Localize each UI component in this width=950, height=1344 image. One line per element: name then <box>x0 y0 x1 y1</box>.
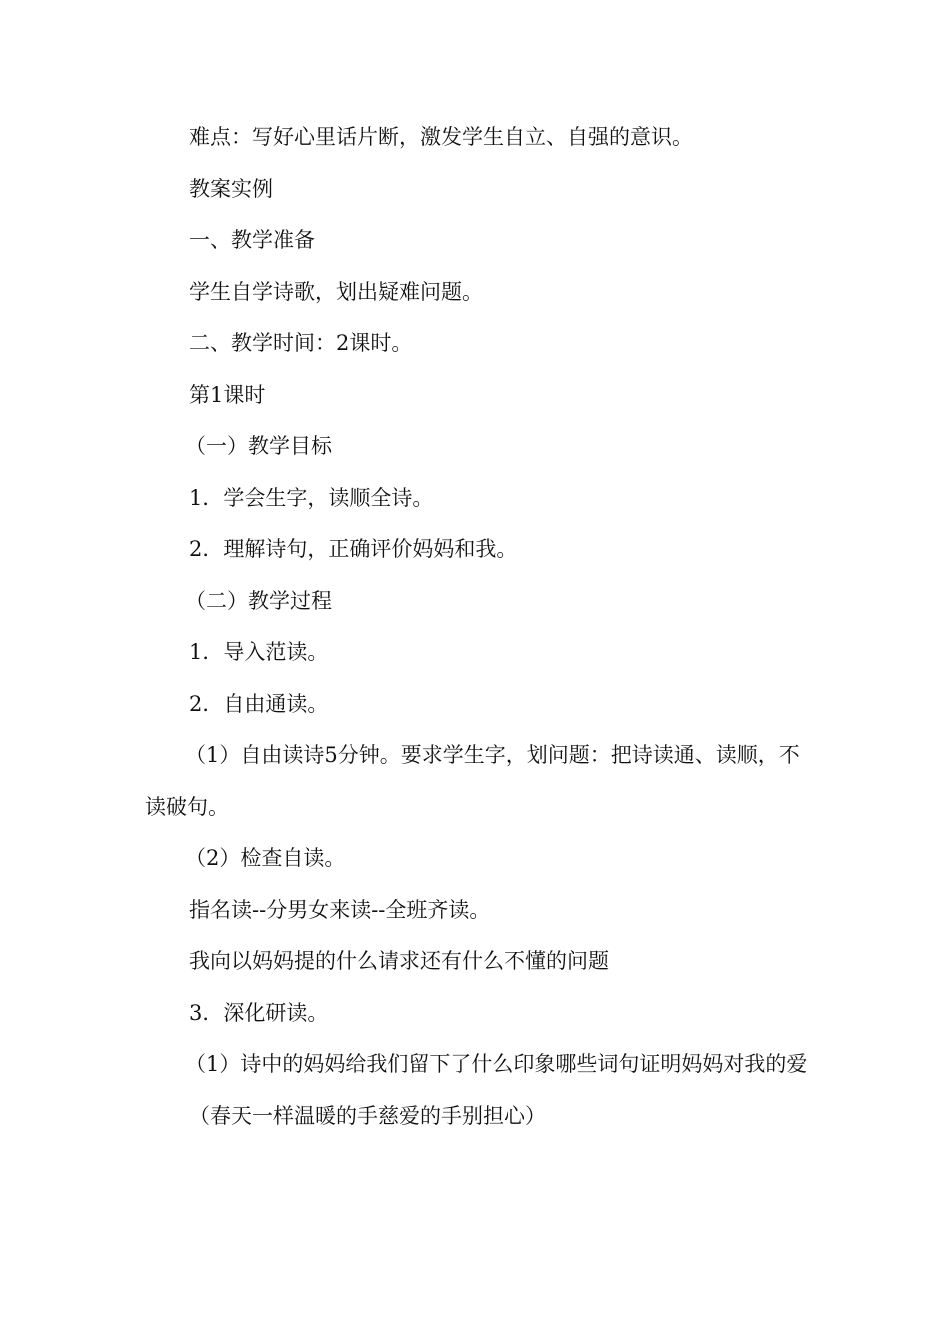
paragraph-step-3-sub-1: （1）诗中的妈妈给我们留下了什么印象哪些词句证明妈妈对我的爱 <box>185 1052 808 1076</box>
paragraph-heading-time: 二、教学时间：2课时。 <box>189 331 413 355</box>
paragraph-lesson-title: 第1课时 <box>189 382 266 407</box>
paragraph-step-1: 1．导入范读。 <box>189 640 329 664</box>
paragraph-step-2-sub-1: （1）自由读诗5分钟。要求学生字，划问题：把诗读通、读顺，不读破句。 <box>145 743 800 819</box>
paragraph-heading-prep: 一、教学准备 <box>189 228 315 252</box>
paragraph-question: 我向以妈妈提的什么请求还有什么不懂的问题 <box>189 949 609 973</box>
paragraph-reading-order: 指名读--分男女来读--全班齐读。 <box>189 897 491 922</box>
paragraph-prep-detail: 学生自学诗歌，划出疑难问题。 <box>189 279 483 304</box>
paragraph-heading-process: （二）教学过程 <box>185 588 332 613</box>
paragraph-step-3: 3．深化研读。 <box>189 1000 329 1025</box>
paragraph-answer: （春天一样温暖的手慈爱的手别担心） <box>189 1103 546 1128</box>
paragraph-difficulty: 难点：写好心里话片断，激发学生自立、自强的意识。 <box>189 125 693 149</box>
paragraph-section-title: 教案实例 <box>189 176 273 201</box>
paragraph-heading-goals: （一）教学目标 <box>185 434 332 458</box>
paragraph-goal-2: 2．理解诗句，正确评价妈妈和我。 <box>189 537 518 561</box>
document-body <box>145 112 815 1142</box>
paragraph-goal-1: 1．学会生字，读顺全诗。 <box>189 485 434 510</box>
paragraph-step-2-sub-2: （2）检查自读。 <box>185 846 346 870</box>
paragraph-step-2: 2．自由通读。 <box>189 691 329 716</box>
